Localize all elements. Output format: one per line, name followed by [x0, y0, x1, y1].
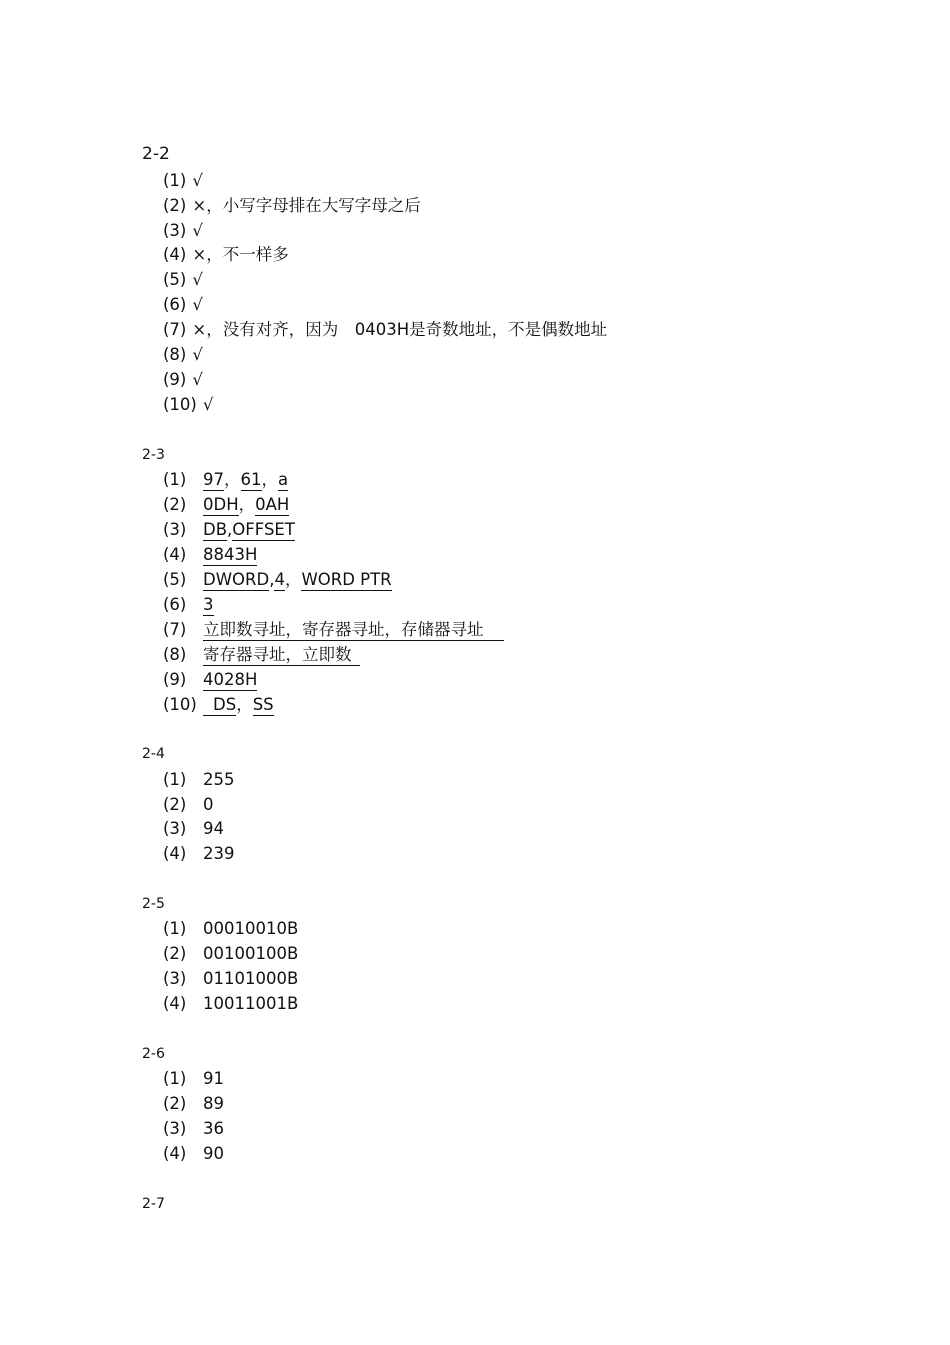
separator: ， [236, 695, 253, 714]
item-answer: 00100100B [203, 944, 299, 963]
item-answer [203, 594, 214, 616]
item-number: (9) [163, 370, 187, 389]
item-number: (1) [163, 171, 187, 190]
item-number: (9) [163, 670, 187, 689]
separator: ， [261, 470, 278, 489]
item-answer: 89 [203, 1094, 224, 1113]
item-number: (4) [163, 994, 187, 1013]
answer-row [163, 369, 203, 391]
item-number: (6) [163, 595, 187, 614]
answer-row [163, 918, 299, 940]
blank-answer: 0AH [255, 495, 290, 514]
blank-answer: 4028H [203, 670, 258, 689]
item-number: (3) [163, 1119, 187, 1138]
answer-row [163, 294, 203, 316]
item-answer: 91 [203, 1069, 224, 1088]
item-number: (2) [163, 196, 187, 215]
item-number: (5) [163, 570, 187, 589]
item-answer: 01101000B [203, 969, 299, 988]
answer-row [163, 993, 299, 1015]
blank-answer: 4 [274, 570, 285, 589]
item-answer: 239 [203, 844, 235, 863]
section-heading-2-4: 2-4 [142, 746, 165, 762]
item-answer [203, 544, 257, 566]
separator: ， [284, 570, 302, 589]
separator: , [227, 520, 233, 539]
item-answer: 10011001B [203, 994, 299, 1013]
item-number: (2) [163, 944, 187, 963]
item-answer [203, 469, 288, 491]
item-number: (1) [163, 919, 187, 938]
item-number: (1) [163, 1069, 187, 1088]
fill-in-row [163, 669, 258, 691]
item-number: (8) [163, 345, 187, 364]
answer-row [163, 968, 299, 990]
blank-answer: DS [203, 695, 236, 716]
item-answer: 255 [203, 770, 235, 789]
section-heading-2-6: 2-6 [142, 1046, 165, 1062]
answer-row [163, 220, 203, 242]
item-answer [203, 694, 274, 716]
answer-row [163, 394, 213, 416]
item-answer: √ [192, 270, 203, 289]
blank-answer: WORD PTR [301, 570, 392, 589]
answer-row [163, 319, 607, 341]
item-number: (4) [163, 545, 187, 564]
item-answer: 90 [203, 1144, 224, 1163]
item-answer: √ [202, 395, 214, 414]
answer-row [163, 843, 235, 865]
blank-answer: 寄存器寻址， [302, 620, 401, 639]
answer-row [163, 794, 214, 816]
item-number: (4) [163, 245, 187, 264]
blank-answer: 存储器寻址 [401, 620, 504, 641]
blank-answer: SS [252, 695, 274, 714]
item-answer: √ [192, 221, 203, 240]
item-number: (3) [163, 520, 187, 539]
item-number: (3) [163, 969, 187, 988]
section-heading-2-3: 2-3 [142, 447, 165, 463]
answer-row [163, 344, 203, 366]
item-answer: ×，没有对齐，因为 0403H是奇数地址，不是偶数地址 [192, 320, 608, 339]
fill-in-row [163, 494, 290, 516]
item-answer: 00010010B [203, 919, 299, 938]
item-answer [203, 644, 360, 666]
fill-in-row [163, 594, 214, 616]
item-number: (2) [163, 495, 187, 514]
answer-row [163, 818, 224, 840]
blank-answer: 3 [203, 595, 214, 614]
item-number: (3) [163, 819, 187, 838]
item-answer: √ [192, 345, 203, 364]
blank-answer: 97 [203, 470, 224, 489]
item-number: (8) [163, 645, 187, 664]
fill-in-row [163, 644, 352, 666]
section-heading-2-5: 2-5 [142, 896, 165, 912]
item-answer [203, 519, 295, 541]
item-answer: 0 [203, 795, 214, 814]
item-number: (1) [163, 770, 187, 789]
answer-row [163, 1093, 224, 1115]
answer-row [163, 195, 421, 217]
blank-answer: DWORD [203, 570, 270, 589]
fill-in-row [163, 544, 258, 566]
fill-in-row [163, 619, 484, 641]
item-number: (1) [163, 470, 187, 489]
item-number: (7) [163, 620, 187, 639]
blank-answer: 寄存器寻址， [203, 645, 302, 664]
item-number: (2) [163, 1094, 187, 1113]
item-number: (7) [163, 320, 187, 339]
blank-answer: 0DH [203, 495, 239, 514]
answer-row [163, 769, 235, 791]
separator: ， [224, 470, 241, 489]
blank-answer: 61 [240, 470, 262, 489]
answer-row [163, 1143, 224, 1165]
fill-in-row [163, 569, 392, 591]
answer-row [163, 269, 203, 291]
section-heading-2-2: 2-2 [142, 144, 170, 164]
blank-answer: OFFSET [232, 520, 295, 539]
item-answer [203, 619, 504, 641]
item-answer: √ [192, 370, 203, 389]
item-number: (10) [163, 695, 197, 714]
answer-row [163, 1068, 224, 1090]
fill-in-row [163, 519, 295, 541]
item-answer: 94 [203, 819, 224, 838]
item-answer: √ [192, 295, 203, 314]
separator: , [269, 570, 275, 589]
item-answer: ×，小写字母排在大写字母之后 [192, 196, 421, 215]
blank-answer: a [278, 470, 289, 489]
fill-in-row [163, 694, 274, 716]
item-number: (4) [163, 1144, 187, 1163]
item-number: (10) [163, 395, 197, 414]
answer-row [163, 1118, 224, 1140]
section-heading-2-7: 2-7 [142, 1196, 165, 1212]
item-answer: √ [192, 171, 203, 190]
blank-answer: 立即数寻址， [203, 620, 302, 639]
item-number: (3) [163, 221, 187, 240]
item-answer [203, 569, 392, 591]
item-answer: ×，不一样多 [192, 245, 289, 264]
blank-answer: 立即数 [302, 645, 360, 666]
item-number: (2) [163, 795, 187, 814]
item-answer [203, 669, 257, 691]
item-number: (5) [163, 270, 187, 289]
blank-answer: DB [203, 520, 228, 539]
blank-answer: 8843H [203, 545, 258, 564]
item-number: (4) [163, 844, 187, 863]
item-answer: 36 [203, 1119, 224, 1138]
answer-row [163, 943, 299, 965]
item-number: (6) [163, 295, 187, 314]
fill-in-row [163, 469, 289, 491]
item-answer [203, 494, 289, 516]
separator: ， [238, 495, 256, 514]
answer-row [163, 244, 289, 266]
answer-row [163, 170, 203, 192]
